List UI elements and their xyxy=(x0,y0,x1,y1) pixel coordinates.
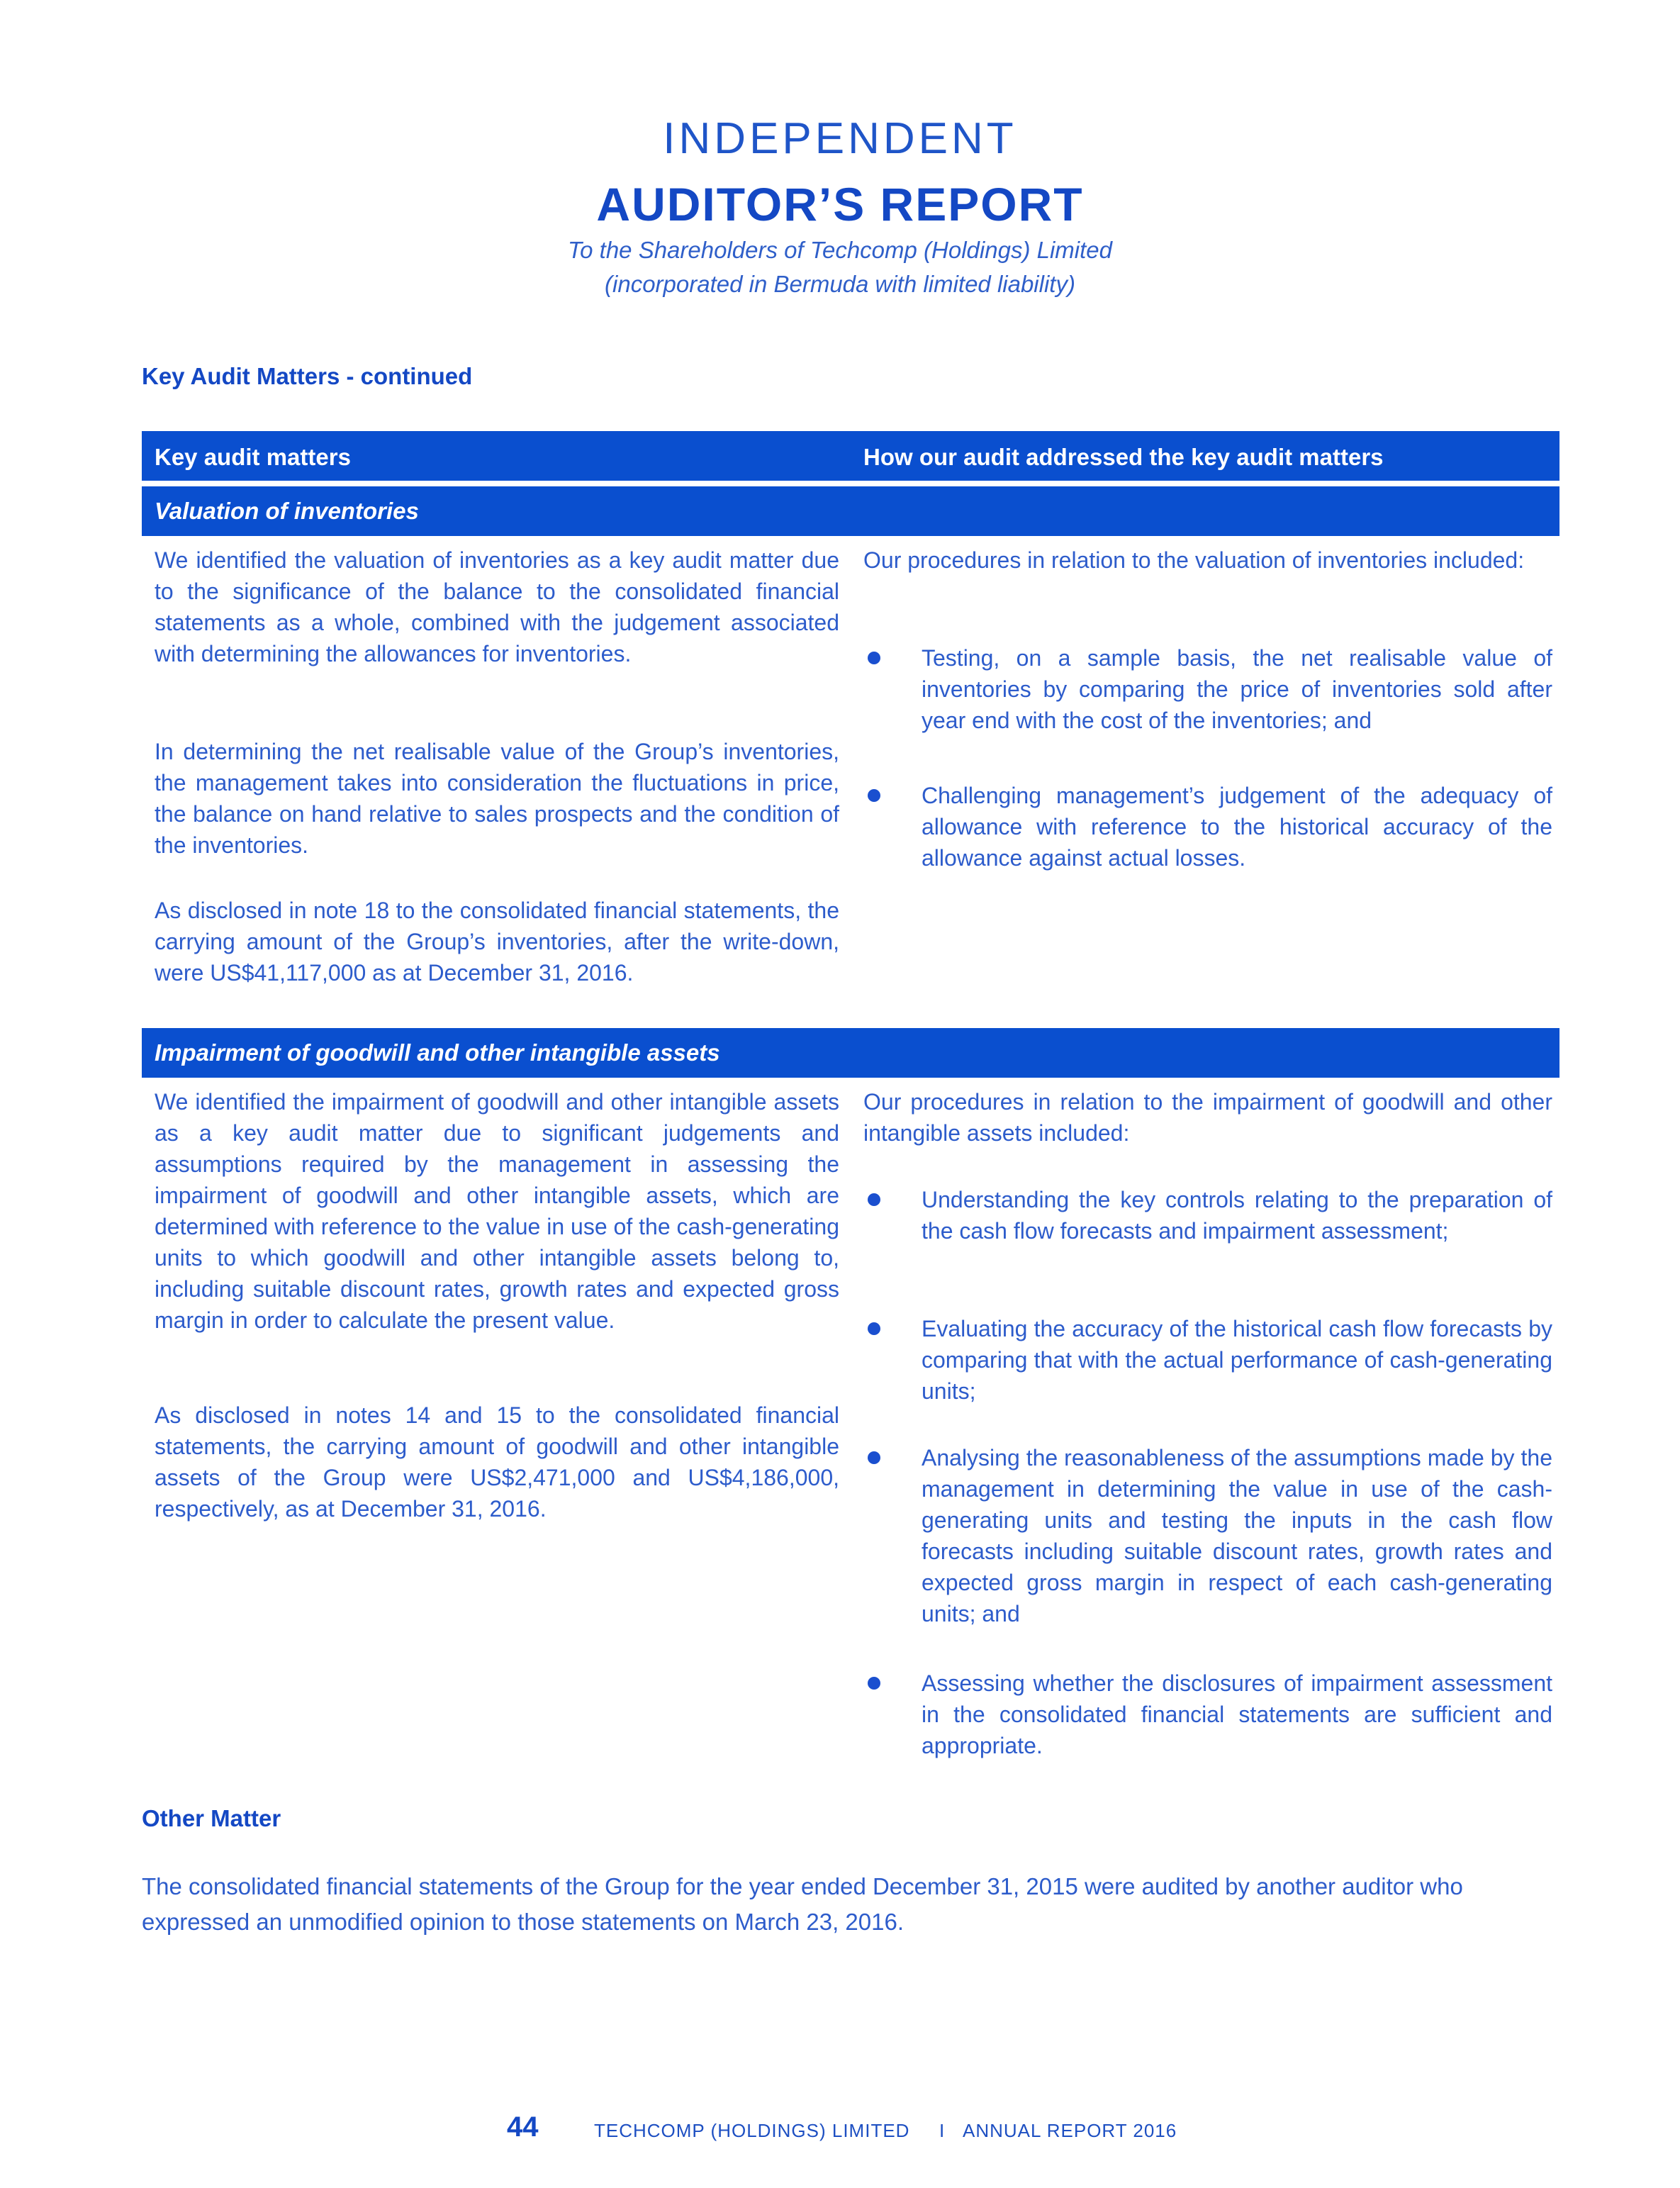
bullet-icon xyxy=(868,652,880,664)
procedure-text: Understanding the key controls relating to the preparation of the cash flow forecasts and impairment assessment; xyxy=(922,1187,1552,1244)
matter-paragraph: As disclosed in notes 14 and 15 to the consolidated financial statements, the carrying amount of goodwill and other intangible assets of the Group were US$2,471,000 and US$4,186,000, respectively, as at December 31, 2016. xyxy=(155,1402,839,1522)
bullet-icon xyxy=(868,789,880,802)
procedure-text: Evaluating the accuracy of the historical cash flow forecasts by comparing that with the actual performance of cash-generating units; xyxy=(922,1316,1552,1404)
row-band-inventories xyxy=(142,486,1559,536)
footer-report-title: ANNUAL REPORT 2016 xyxy=(963,2120,1177,2141)
column-header-audit-response: How our audit addressed the key audit matters xyxy=(863,444,1384,470)
procedure-text: Assessing whether the disclosures of impairment assessment in the consolidated financial statements are sufficient and appropriate. xyxy=(922,1670,1552,1758)
matter-paragraph: We identified the valuation of inventories as a key audit matter due to the significance of the balance to the consolidated financial statements as a whole, combined with the judgement associated with determining the allowances for inventories. xyxy=(155,547,839,666)
bullet-icon xyxy=(868,1451,880,1464)
section-title: Key Audit Matters - continued xyxy=(142,363,473,389)
page-number: 44 xyxy=(507,2111,539,2143)
other-matter-title: Other Matter xyxy=(142,1805,281,1831)
procedure-text: Challenging management’s judgement of the adequacy of allowance with reference to the historical accuracy of the allowance against actual losses. xyxy=(922,783,1552,871)
row-band-goodwill xyxy=(142,1028,1559,1078)
bullet-icon xyxy=(868,1193,880,1206)
row-title: Impairment of goodwill and other intangible assets xyxy=(155,1039,720,1066)
row-title: Valuation of inventories xyxy=(155,498,419,524)
footer-company: TECHCOMP (HOLDINGS) LIMITED xyxy=(594,2120,910,2141)
matter-paragraph: As disclosed in note 18 to the consolidated financial statements, the carrying amount of the Group’s inventories, after the write-down, were US$41,117,000 as at December 31, 2016. xyxy=(155,898,839,986)
report-title-line1: INDEPENDENT xyxy=(663,114,1017,163)
report-addressee: To the Shareholders of Techcomp (Holdings) Limited xyxy=(568,237,1112,263)
other-matter-text: The consolidated financial statements of the Group for the year ended December 31, 2015 were audited by another auditor who expressed an unmodified opinion to those statements on March 23, 2016. xyxy=(142,1873,1463,1935)
report-title-line2: AUDITOR’S REPORT xyxy=(596,178,1084,230)
report-incorporation-note: (incorporated in Bermuda with limited liability) xyxy=(605,271,1075,297)
procedure-text: Testing, on a sample basis, the net realisable value of inventories by comparing the price of inventories sold after year end with the cost of the inventories; and xyxy=(922,645,1552,733)
procedures-intro: Our procedures in relation to the valuation of inventories included: xyxy=(863,547,1525,573)
matter-paragraph: We identified the impairment of goodwill and other intangible assets as a key audit matter due to significant judgements and assumptions required by the management in assessing the impairment of goodwill and other intangible assets, which are determined with reference to the value in use of the cash-generating units to which goodwill and other intangible assets belong to, including suitable discount rates, growth rates and expected gross margin in order to calculate the present value. xyxy=(155,1089,839,1333)
matter-paragraph: In determining the net realisable value of the Group’s inventories, the management takes into consideration the fluctuations in price, the balance on hand relative to sales prospects and the condition of the inventories. xyxy=(155,739,839,858)
bullet-icon xyxy=(868,1322,880,1335)
column-header-key-audit-matters: Key audit matters xyxy=(155,444,351,470)
procedures-intro: Our procedures in relation to the impairment of goodwill and other intangible assets included: xyxy=(863,1089,1552,1146)
procedure-text: Analysing the reasonableness of the assumptions made by the management in determining the value in use of the cash-generating units and testing the inputs in the cash flow forecasts including suitable discount rates, growth rates and expected gross margin in respect of each cash-generating units; and xyxy=(922,1445,1552,1626)
bullet-icon xyxy=(868,1677,880,1690)
table-header xyxy=(142,431,1559,481)
footer-separator: I xyxy=(939,2120,945,2141)
